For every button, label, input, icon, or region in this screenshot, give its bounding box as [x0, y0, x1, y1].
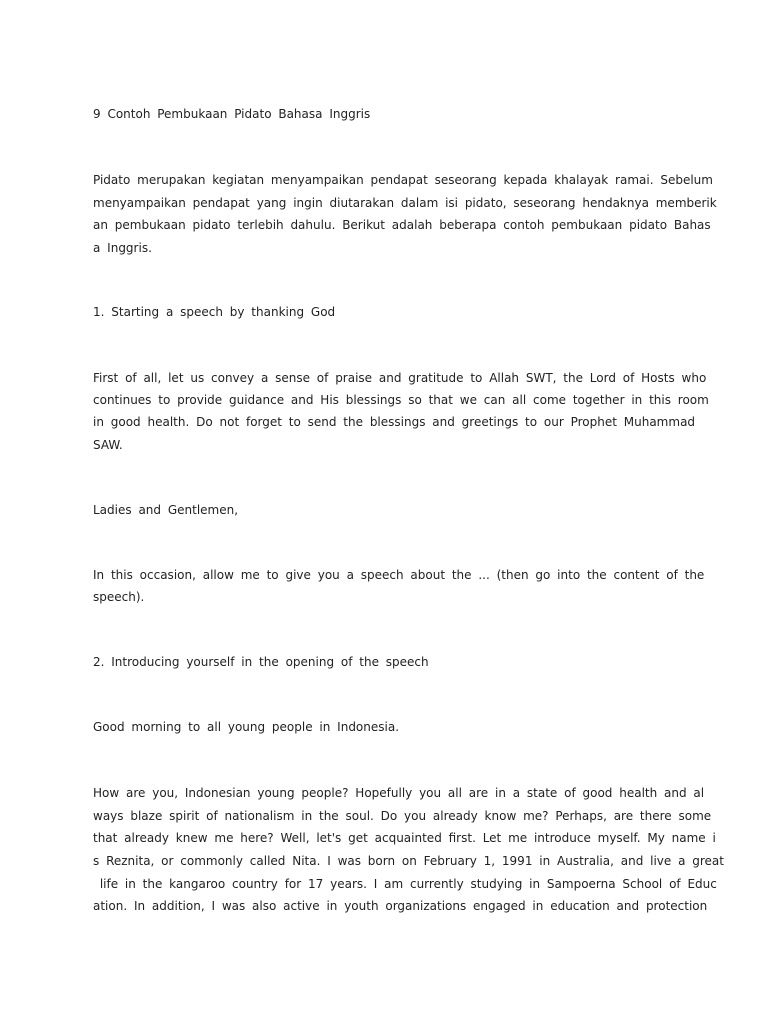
section-1-paragraph-line: First of all, let us convey a sense of praise and gratitude to Allah SWT, the Lord of Hosts who	[93, 371, 707, 385]
section-1-heading: 1. Starting a speech by thanking God	[93, 305, 336, 319]
section-2-heading: 2. Introducing yourself in the opening of the speech	[93, 655, 429, 669]
section-1-paragraph-line: continues to provide guidance and His blessings so that we can all come together in this room	[93, 393, 709, 407]
section-2-paragraph-line: s Reznita, or commonly called Nita. I was born on February 1, 1991 in Australia, and live a great	[93, 854, 724, 868]
section-1-paragraph-line: in good health. Do not forget to send the blessings and greetings to our Prophet Muhammad	[93, 415, 696, 429]
section-2-paragraph-line: life in the kangaroo country for 17 years. I am currently studying in Sampoerna School of Educ	[93, 877, 717, 891]
section-2-paragraph-line: that already knew me here? Well, let's get acquainted first. Let me introduce myself. My name i	[93, 831, 716, 845]
intro-line: a Inggris.	[93, 241, 152, 255]
intro-line: menyampaikan pendapat yang ingin diutarakan dalam isi pidato, seseorang hendaknya memberik	[93, 196, 717, 210]
section-1-closing-line: In this occasion, allow me to give you a speech about the ... (then go into the content of the	[93, 568, 705, 582]
section-2-paragraph-line: ation. In addition, I was also active in youth organizations engaged in education and protection	[93, 899, 708, 913]
section-2-greeting: Good morning to all young people in Indonesia.	[93, 720, 400, 734]
section-2-paragraph-line: How are you, Indonesian young people? Hopefully you all are in a state of good health and al	[93, 786, 705, 800]
intro-line: an pembukaan pidato terlebih dahulu. Berikut adalah beberapa contoh pembukaan pidato Bahas	[93, 218, 711, 232]
section-2-paragraph-line: ways blaze spirit of nationalism in the soul. Do you already know me? Perhaps, are there some	[93, 809, 712, 823]
section-1-closing-line: speech).	[93, 590, 145, 604]
intro-line: Pidato merupakan kegiatan menyampaikan pendapat seseorang kepada khalayak ramai. Sebelum	[93, 173, 713, 187]
section-1-paragraph-line: SAW.	[93, 438, 123, 452]
document-title: 9 Contoh Pembukaan Pidato Bahasa Inggris	[93, 107, 371, 121]
salutation: Ladies and Gentlemen,	[93, 503, 239, 517]
